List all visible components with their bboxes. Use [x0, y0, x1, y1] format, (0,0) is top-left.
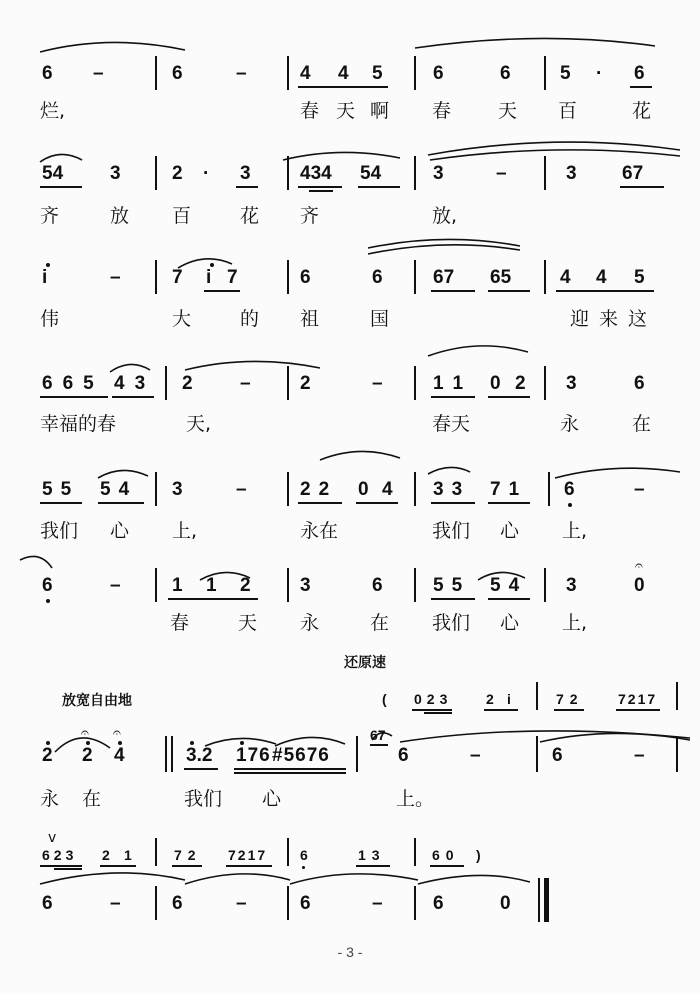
underline: [184, 768, 218, 770]
page-number: - 3 -: [337, 944, 363, 960]
breath-mark: v: [48, 830, 57, 846]
note: 54: [100, 479, 138, 500]
lyric: 上,: [562, 612, 588, 634]
barline: [155, 56, 157, 90]
barline: [155, 472, 157, 506]
lyric: 伟: [40, 308, 60, 330]
lyric: 啊: [370, 100, 390, 122]
fermata-icon: 𝄐: [635, 558, 643, 574]
barline: [165, 366, 167, 400]
underline: [309, 190, 333, 192]
underline: [40, 396, 108, 398]
underline: [298, 186, 342, 188]
lyric: 花: [240, 205, 260, 227]
lyric: 幸福的春: [40, 413, 117, 435]
note: 6: [42, 63, 53, 84]
lyric: 天: [498, 100, 518, 122]
lyric: 心: [500, 520, 520, 542]
underline: [430, 865, 464, 867]
note: 6: [552, 745, 563, 766]
note: 6: [634, 373, 645, 394]
note: i: [42, 267, 48, 288]
note: 4: [338, 63, 349, 84]
barline: [544, 260, 546, 294]
underline: [100, 865, 136, 867]
note: 2: [515, 373, 526, 394]
underline: [630, 86, 652, 88]
note: 7: [172, 267, 183, 288]
lyric: 烂,: [40, 100, 66, 122]
barline: [544, 568, 546, 602]
note: 4: [560, 267, 571, 288]
lyric: 放,: [432, 205, 458, 227]
underline: [112, 396, 154, 398]
underline: [168, 598, 258, 600]
instr-note: 72: [174, 847, 202, 863]
note: 6: [398, 745, 409, 766]
note: 2: [182, 373, 193, 394]
lyric: 心: [500, 612, 520, 634]
underline: [431, 290, 475, 292]
barline: [287, 568, 289, 602]
note: 3: [172, 479, 183, 500]
note: 6: [300, 267, 311, 288]
barline: [414, 366, 416, 400]
note: 4: [596, 267, 607, 288]
note: 0: [358, 479, 369, 500]
instr-note: 7217: [618, 691, 658, 707]
instr-note: 1: [124, 847, 132, 863]
underline: [488, 502, 530, 504]
underline: [488, 290, 530, 292]
barline: [356, 736, 358, 772]
lyric: 花: [632, 100, 652, 122]
note: 5: [634, 267, 645, 288]
barline: [676, 736, 678, 772]
note: i: [206, 267, 212, 288]
underline: [488, 396, 530, 398]
note: 55: [433, 575, 471, 596]
note: 665: [42, 373, 104, 394]
instr-note: i: [507, 691, 511, 707]
barline: [676, 682, 678, 710]
lyric: 祖: [300, 308, 320, 330]
note: 71: [490, 479, 528, 500]
note: 67: [433, 267, 455, 288]
lyric: 的: [240, 308, 260, 330]
note: 2: [240, 575, 251, 596]
barline: [287, 472, 289, 506]
instr-note: 72: [556, 691, 584, 707]
note: 3: [240, 163, 251, 184]
note: 2: [300, 373, 311, 394]
dash: –: [496, 163, 507, 184]
lyric: 天,: [186, 413, 212, 435]
lyric: 永: [300, 612, 320, 634]
lyric: 春: [170, 612, 190, 634]
barline: [544, 156, 546, 190]
high-octave-dot: [210, 263, 214, 267]
note: 6: [634, 63, 645, 84]
barline: [414, 472, 416, 506]
fermata-icon: 𝄐: [113, 725, 121, 741]
lyric: 春: [300, 100, 320, 122]
dash: –: [634, 479, 645, 500]
note: 1: [206, 575, 217, 596]
octave-dot: [46, 741, 50, 745]
barline: [414, 260, 416, 294]
barline: [155, 838, 157, 866]
note: 54: [42, 163, 64, 184]
note: 176: [236, 745, 271, 766]
note: 0: [500, 893, 511, 914]
fermata-icon: 𝄐: [81, 725, 89, 741]
underline: [234, 772, 346, 774]
underline: [54, 868, 82, 870]
underline: [234, 768, 346, 770]
lyric: 百: [558, 100, 578, 122]
lyric: 齐: [40, 205, 60, 227]
barline: [414, 568, 416, 602]
lyric: 我们: [184, 788, 223, 810]
lyric: 天: [238, 612, 258, 634]
underline: [358, 186, 400, 188]
barline: [287, 156, 289, 190]
note: 6: [172, 893, 183, 914]
note: 3: [566, 575, 577, 596]
note: 6: [172, 63, 183, 84]
underline: [40, 502, 82, 504]
note: 33: [433, 479, 471, 500]
note: 3: [566, 373, 577, 394]
underline: [204, 290, 240, 292]
lyric: 春: [432, 100, 452, 122]
note: 1: [172, 575, 183, 596]
note: 6: [300, 893, 311, 914]
instr-note: 7217: [228, 847, 268, 863]
final-barline-thick: [544, 878, 549, 922]
underline: [616, 709, 660, 711]
note: 67: [622, 163, 644, 184]
lyric: 在: [370, 612, 390, 634]
underline: [431, 396, 475, 398]
lyric: 放: [110, 205, 130, 227]
tempo-free-marking: 放宽自由地: [62, 693, 132, 709]
dash: –: [93, 63, 104, 84]
note: 65: [490, 267, 512, 288]
note: 54: [490, 575, 528, 596]
note: 3: [433, 163, 444, 184]
note: 2: [82, 745, 93, 766]
barline: [544, 366, 546, 400]
low-octave-dot: [302, 866, 305, 869]
paren-close: ): [476, 847, 481, 863]
instr-note: 2: [486, 691, 494, 707]
dot-mark: ·: [203, 163, 210, 184]
low-octave-dot: [46, 599, 50, 603]
dash: –: [470, 745, 481, 766]
underline: [488, 598, 530, 600]
lyric: 上。: [396, 788, 435, 810]
note: 4: [382, 479, 393, 500]
lyric: 心: [262, 788, 282, 810]
lyric: 永: [40, 788, 60, 810]
note: 2: [172, 163, 183, 184]
note: #5676: [272, 745, 330, 766]
low-octave-dot: [568, 503, 572, 507]
underline: [356, 502, 398, 504]
barline: [414, 56, 416, 90]
high-octave-dot: [240, 741, 244, 745]
lyric: 大: [172, 308, 192, 330]
barline: [536, 682, 538, 710]
dash: –: [634, 745, 645, 766]
barline: [287, 838, 289, 866]
note: 22: [300, 479, 338, 500]
note: 6: [564, 479, 575, 500]
octave-dot: [118, 741, 122, 745]
underline: [356, 865, 390, 867]
note: 0: [490, 373, 501, 394]
instr-note: 13: [358, 847, 386, 863]
barline: [287, 886, 289, 920]
dash: –: [110, 575, 121, 596]
dash: –: [110, 893, 121, 914]
barline: [155, 886, 157, 920]
instr-note: 2: [102, 847, 110, 863]
barline: [155, 260, 157, 294]
underline: [412, 709, 452, 711]
barline: [287, 56, 289, 90]
note: 6: [372, 575, 383, 596]
underline: [98, 502, 144, 504]
barline: [544, 56, 546, 90]
lyric: 在: [82, 788, 102, 810]
underline: [298, 86, 388, 88]
underline: [236, 186, 258, 188]
high-octave-dot: [46, 263, 50, 267]
underline: [554, 709, 584, 711]
note: 4: [114, 745, 125, 766]
barline: [536, 736, 538, 772]
dash: –: [236, 63, 247, 84]
instr-note: 023: [414, 691, 453, 707]
lyric: 我们: [432, 612, 471, 634]
barline: [155, 156, 157, 190]
underline: [226, 865, 272, 867]
note: 43: [114, 373, 156, 394]
lyric: 我们: [40, 520, 79, 542]
dash: –: [372, 893, 383, 914]
lyric: 永在: [300, 520, 339, 542]
barline: [414, 156, 416, 190]
dash: –: [236, 893, 247, 914]
note: 4: [300, 63, 311, 84]
lyric: 迎来这: [570, 308, 658, 330]
underline: [172, 865, 202, 867]
lyric: 上,: [562, 520, 588, 542]
note: 55: [42, 479, 80, 500]
lyric: 上,: [172, 520, 198, 542]
lyric: 春天: [432, 413, 471, 435]
lyric: 齐: [300, 205, 320, 227]
barline: [548, 472, 550, 506]
lyric: 我们: [432, 520, 471, 542]
note: 434: [300, 163, 332, 184]
underline: [40, 186, 82, 188]
underline: [424, 712, 452, 714]
lyric: 在: [632, 413, 652, 435]
grace-note: 67: [370, 727, 386, 743]
underline: [484, 709, 518, 711]
tempo-restore-marking: 还原速: [344, 655, 386, 671]
dash: –: [372, 373, 383, 394]
barline: [165, 736, 167, 772]
note: 3: [300, 575, 311, 596]
note: 7: [227, 267, 238, 288]
lyric: 心: [110, 520, 130, 542]
lyric: 永: [560, 413, 580, 435]
instr-note: 623: [42, 847, 78, 863]
barline: [287, 366, 289, 400]
note: 6: [42, 575, 53, 596]
dash: –: [240, 373, 251, 394]
octave-dot: [190, 741, 194, 745]
paren-open: (: [382, 691, 387, 707]
lyric: 百: [172, 205, 192, 227]
underline: [298, 502, 342, 504]
note: 3.2: [186, 745, 213, 766]
barline: [155, 568, 157, 602]
lyric: 国: [370, 308, 390, 330]
note: 3: [566, 163, 577, 184]
underline: [370, 744, 388, 746]
instr-note: 60: [432, 847, 460, 863]
note: 3: [110, 163, 121, 184]
barline: [287, 260, 289, 294]
note: 5: [560, 63, 571, 84]
dash: –: [236, 479, 247, 500]
note: 54: [360, 163, 382, 184]
note: 0: [634, 575, 645, 596]
note: 5: [372, 63, 383, 84]
instr-note: 6: [300, 847, 308, 863]
dot-mark: ·: [596, 63, 603, 84]
note: 6: [433, 63, 444, 84]
underline: [556, 290, 654, 292]
lyric: 天: [336, 100, 356, 122]
underline: [431, 502, 475, 504]
note: 6: [372, 267, 383, 288]
barline: [171, 736, 173, 772]
underline: [431, 598, 475, 600]
note: 6: [433, 893, 444, 914]
barline: [414, 886, 416, 920]
barline: [414, 838, 416, 866]
note: 11: [433, 373, 474, 394]
octave-dot: [86, 741, 90, 745]
dash: –: [110, 267, 121, 288]
note: 6: [500, 63, 511, 84]
underline: [620, 186, 664, 188]
final-barline-thin: [538, 878, 540, 922]
note: 6: [42, 893, 53, 914]
note: 2: [42, 745, 53, 766]
underline: [40, 865, 82, 867]
